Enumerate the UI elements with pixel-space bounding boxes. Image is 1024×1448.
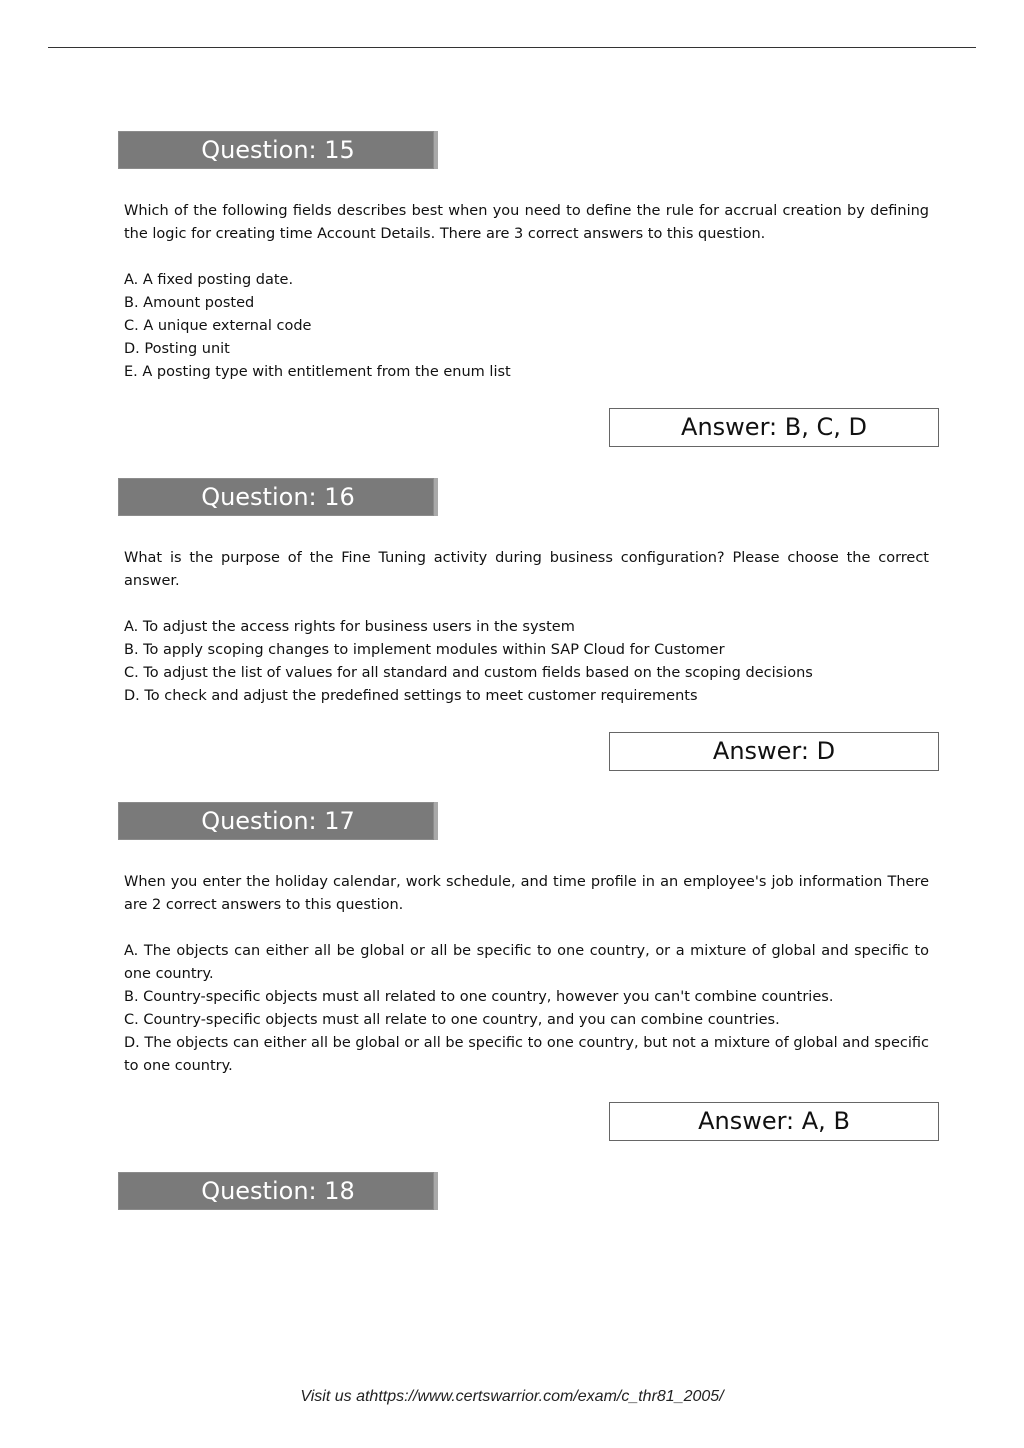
option-item: D. To check and adjust the predefined settings to meet customer requirements [124,688,698,704]
option-item: A. To adjust the access rights for business users in the system [124,619,575,635]
question-17-body [124,871,929,1078]
question-17-options [124,940,929,1078]
question-18-header [118,1172,438,1210]
question-15-header [118,131,438,169]
question-16-answer: Answer: D [609,732,939,771]
option-item: C. Country-specific objects must all relate to one country, and you can combine countries. [124,1012,780,1028]
question-16-text: What is the purpose of the Fine Tuning activity during business configuration? Please choose the correct answer. [124,550,929,589]
option-item: A. A fixed posting date. [124,272,294,288]
question-17-text: When you enter the holiday calendar, work schedule, and time profile in an employee's job information There are 2 correct answers to this question. [124,874,929,913]
question-16-header [118,478,438,516]
question-17-header [118,802,438,840]
option-item: C. A unique external code [124,318,312,334]
question-15-title: Question: 15 [201,136,355,164]
question-17-answer: Answer: A, B [609,1102,939,1141]
question-15-body [124,200,929,384]
question-16-title: Question: 16 [201,483,355,511]
option-item: A. The objects can either all be global or all be specific to one country, or a mixture of global and specific to one country. [124,943,929,982]
footer-text: Visit us athttps://www.certswarrior.com/exam/c_thr81_2005/ [300,1388,724,1405]
question-18-title: Question: 18 [201,1177,355,1205]
question-16-options [124,616,929,708]
option-item: D. The objects can either all be global or all be specific to one country, but not a mixture of global and specific to one country. [124,1035,929,1074]
question-15-options [124,269,929,384]
question-15-answer: Answer: B, C, D [609,408,939,447]
option-item: B. To apply scoping changes to implement modules within SAP Cloud for Customer [124,642,725,658]
question-16-body [124,547,929,708]
question-17-title: Question: 17 [201,807,355,835]
option-item: B. Country-specific objects must all related to one country, however you can't combine countries. [124,989,834,1005]
question-15-text: Which of the following fields describes best when you need to define the rule for accrual creation by defining the logic for creating time Account Details. There are 3 correct answers to this question. [124,203,929,242]
option-item: B. Amount posted [124,295,255,311]
top-rule [48,47,976,48]
option-item: E. A posting type with entitlement from the enum list [124,364,511,380]
option-item: D. Posting unit [124,341,230,357]
option-item: C. To adjust the list of values for all standard and custom fields based on the scoping decisions [124,665,813,681]
